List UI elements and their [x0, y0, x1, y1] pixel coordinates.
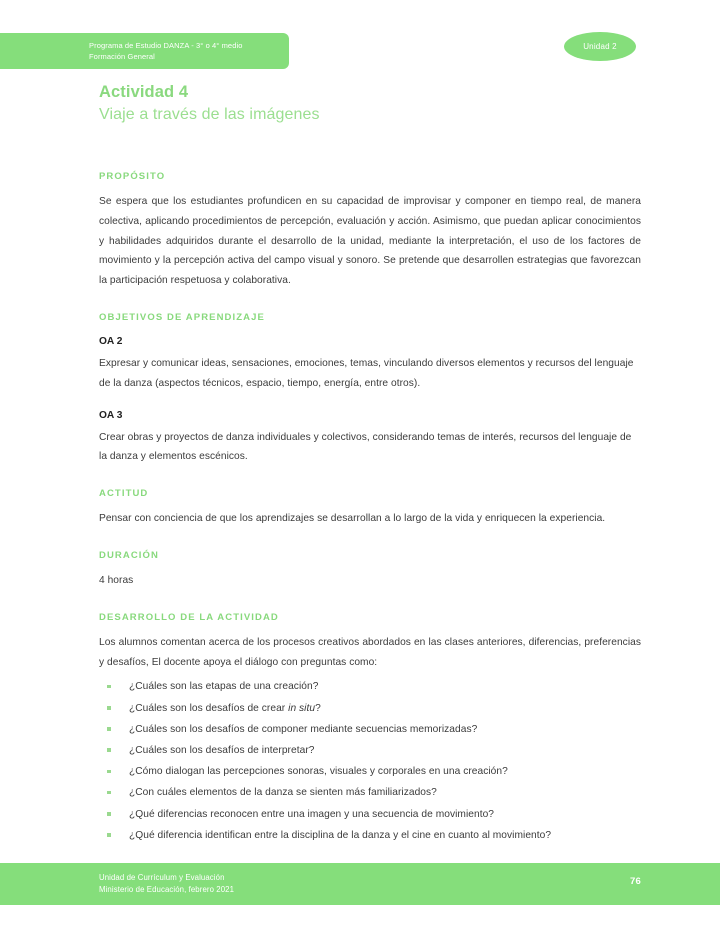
activity-subtitle: Viaje a través de las imágenes [99, 106, 320, 123]
page-title [99, 82, 320, 126]
bullet-square-icon [107, 727, 111, 731]
question-text: ¿Cómo dialogan las percepciones sonoras, visuales y corporales en una creación? [129, 766, 508, 778]
question-list-item [99, 698, 641, 719]
unit-badge [564, 32, 636, 61]
question-list-item [99, 761, 641, 782]
question-list [99, 676, 641, 846]
question-text: ¿Qué diferencias reconocen entre una imagen y una secuencia de movimiento? [129, 808, 495, 820]
bullet-square-icon [107, 685, 111, 689]
program-header-band [0, 33, 289, 69]
program-line-1: Programa de Estudio DANZA - 3° o 4° medio [89, 40, 243, 50]
activity-title: Actividad 4 [99, 83, 189, 101]
footer-line-2: Ministerio de Educación, febrero 2021 [99, 884, 235, 894]
italic-fragment: in situ [288, 702, 316, 714]
footer-credits [99, 872, 234, 895]
page-number: 76 [630, 876, 641, 887]
desarrollo-intro: Los alumnos comentan acerca de los procesos creativos abordados en las clases anteriores, diferencias, preferencias y desafíos, El docente apoya el diálogo con preguntas como: [99, 636, 641, 668]
oa-text-2: Expresar y comunicar ideas, sensaciones, emociones, temas, vinculando diversos elementos y recursos del lenguaje de la danza (aspectos técnicos, espacio, tiempo, energía, entre otros). [99, 357, 634, 389]
question-list-item [99, 804, 641, 825]
question-list-item [99, 676, 641, 697]
section-heading-objetivos: OBJETIVOS DE APRENDIZAJE [99, 311, 265, 323]
proposito-text: Se espera que los estudiantes profundicen en su capacidad de improvisar y componer en tiempo real, de manera colectiva, aplicando procedimientos de percepción, evaluación y acción. Asimismo, que puedan aplicar conocimientos y habilidades adquiridos durante el desarrollo de la unidad, mediante la interpretación, el uso de los factores de movimiento y la percepción activa del campo visual y sonoro. Se pretende que desarrollen estrategias que favorezcan la participación respetuosa y colaborativa. [99, 196, 641, 287]
bullet-square-icon [107, 833, 111, 837]
oa-code-2: OA 2 [99, 335, 123, 347]
oa-text-3: Crear obras y proyectos de danza individuales y colectivos, considerando temas de interés, recursos del lenguaje de la danza y elementos escénicos. [99, 431, 632, 463]
section-heading-desarrollo: DESARROLLO DE LA ACTIVIDAD [99, 611, 279, 623]
question-list-item [99, 740, 641, 761]
document-content [99, 170, 641, 846]
question-list-item [99, 719, 641, 740]
unit-badge-label: Unidad 2 [583, 42, 617, 51]
question-text: ¿Cuáles son los desafíos de componer mediante secuencias memorizadas? [129, 723, 478, 735]
question-text: ¿Cuáles son las etapas de una creación? [129, 681, 319, 693]
question-list-item [99, 825, 641, 846]
bullet-square-icon [107, 791, 111, 795]
section-heading-proposito: PROPÓSITO [99, 171, 166, 182]
oa-code-3: OA 3 [99, 409, 123, 421]
question-text: ¿Cuáles son los desafíos de crear in situ? [129, 702, 321, 714]
footer-line-1: Unidad de Currículum y Evaluación [99, 873, 225, 882]
bullet-square-icon [107, 748, 111, 752]
bullet-square-icon [107, 770, 111, 774]
section-heading-duracion: DURACIÓN [99, 549, 159, 561]
question-text: ¿Cuáles son los desafíos de interpretar? [129, 744, 315, 756]
actitud-text: Pensar con conciencia de que los aprendizajes se desarrollan a lo largo de la vida y enriquecen la experiencia. [99, 513, 606, 525]
question-list-item [99, 782, 641, 803]
program-line-2: Formación General [89, 52, 155, 61]
duracion-text: 4 horas [99, 574, 134, 586]
question-text: ¿Qué diferencia identifican entre la disciplina de la danza y el cine en cuanto al movimiento? [129, 829, 552, 841]
bullet-square-icon [107, 706, 111, 710]
section-heading-actitud: ACTITUD [99, 488, 149, 500]
footer-band [0, 863, 720, 905]
bullet-square-icon [107, 812, 111, 816]
question-text: ¿Con cuáles elementos de la danza se sienten más familiarizados? [129, 787, 437, 799]
